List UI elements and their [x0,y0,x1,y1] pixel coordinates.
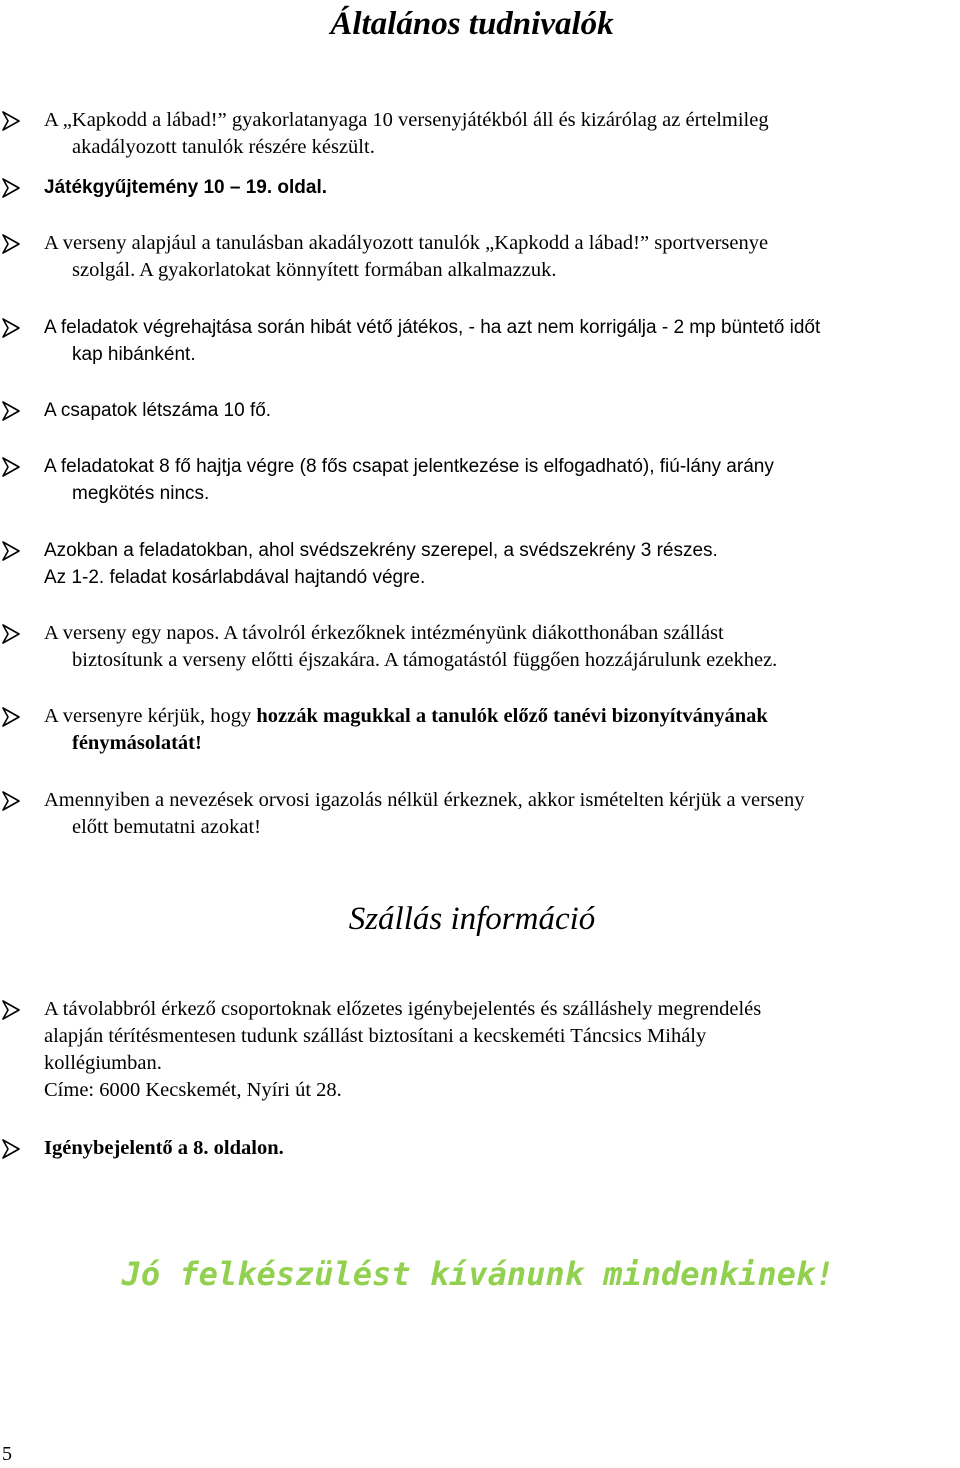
list-item-text: Az 1-2. feladat kosárlabdával hajtandó végre. [44,567,426,588]
list-item-text: Játékgyűjtemény 10 – 19. oldal. [44,177,328,198]
list-item-text: szolgál. A gyakorlatokat könnyített formában alkalmazzuk. [72,259,557,281]
list-item [0,453,956,507]
arrow-bullet-icon [0,999,22,1021]
arrow-bullet-icon [0,177,22,199]
list-item-text: A „Kapkodd a lábad!” gyakorlatanyaga 10 versenyjátékból áll és kizárólag az értelmileg [44,109,769,131]
section-heading: Szállás információ [348,901,596,937]
list-item-text: alapján térítésmentesen tudunk szállást biztosítani a kecskeméti Táncsics Mihály [44,1025,707,1047]
list-item-text: A verseny egy napos. A távolról érkezőknek intézményünk diákotthonában szállást [44,622,724,644]
list-item-text: A feladatok végrehajtása során hibát vétő játékos, - ha azt nem korrigálja - 2 mp büntető időt [44,317,821,338]
arrow-bullet-icon [0,456,22,478]
list-item-text: akadályozott tanulók részére készült. [72,136,375,158]
list-item-text: előtt bemutatni azokat! [72,816,261,838]
list-item-emphasis: hozzák magukkal a tanulók előző tanévi bizonyítványának [256,705,768,727]
list-item [0,787,956,841]
list-item-text: Amennyiben a nevezések orvosi igazolás nélkül érkeznek, akkor ismételten kérjük a verseny [44,789,805,811]
list-item-text: A feladatokat 8 fő hajtja végre (8 fős csapat jelentkezése is elfogadható), fiú-lány arány [44,456,774,477]
list-item-text: kollégiumban. [44,1052,162,1074]
arrow-bullet-icon [0,400,22,422]
list-item [0,174,956,201]
arrow-bullet-icon [0,706,22,728]
list-item [0,537,956,591]
arrow-bullet-icon [0,317,22,339]
list-item [0,996,956,1104]
page-number: 5 [2,1443,12,1465]
arrow-bullet-icon [0,110,22,132]
list-item [0,107,956,161]
list-item-text: Azokban a feladatokban, ahol svédszekrény szerepel, a svédszekrény 3 részes. [44,540,718,561]
list-item [0,703,956,757]
list-item-text: A versenyre kérjük, hogy [44,705,257,727]
list-item-text: A verseny alapjául a tanulásban akadályozott tanulók „Kapkodd a lábad!” sportversenye [44,232,769,254]
arrow-bullet-icon [0,623,22,645]
list-item-emphasis: fénymásolatát! [72,732,202,754]
list-item [0,230,956,284]
list-item-text: A csapatok létszáma 10 fő. [44,400,272,421]
arrow-bullet-icon [0,1138,22,1160]
list-item-text: A távolabbról érkező csoportoknak előzetes igénybejelentés és szálláshely megrendelés [44,998,762,1020]
closing-message: Jó felkészülést kívánunk mindenkinek! [121,1255,835,1293]
arrow-bullet-icon [0,233,22,255]
arrow-bullet-icon [0,790,22,812]
list-item [0,1135,956,1162]
list-item-text: kap hibánként. [72,344,196,365]
list-item [0,620,956,674]
list-item-text: megkötés nincs. [72,483,210,504]
list-item [0,397,956,424]
list-item-text: biztosítunk a verseny előtti éjszakára. A támogatástól függően hozzájárulunk ezekhez. [72,649,778,671]
list-item-emphasis: Igénybejelentő a 8. oldalon. [44,1137,284,1159]
page-title: Általános tudnivalók [330,6,614,42]
list-item [0,314,956,368]
arrow-bullet-icon [0,540,22,562]
address-line: Címe: 6000 Kecskemét, Nyíri út 28. [44,1079,342,1101]
